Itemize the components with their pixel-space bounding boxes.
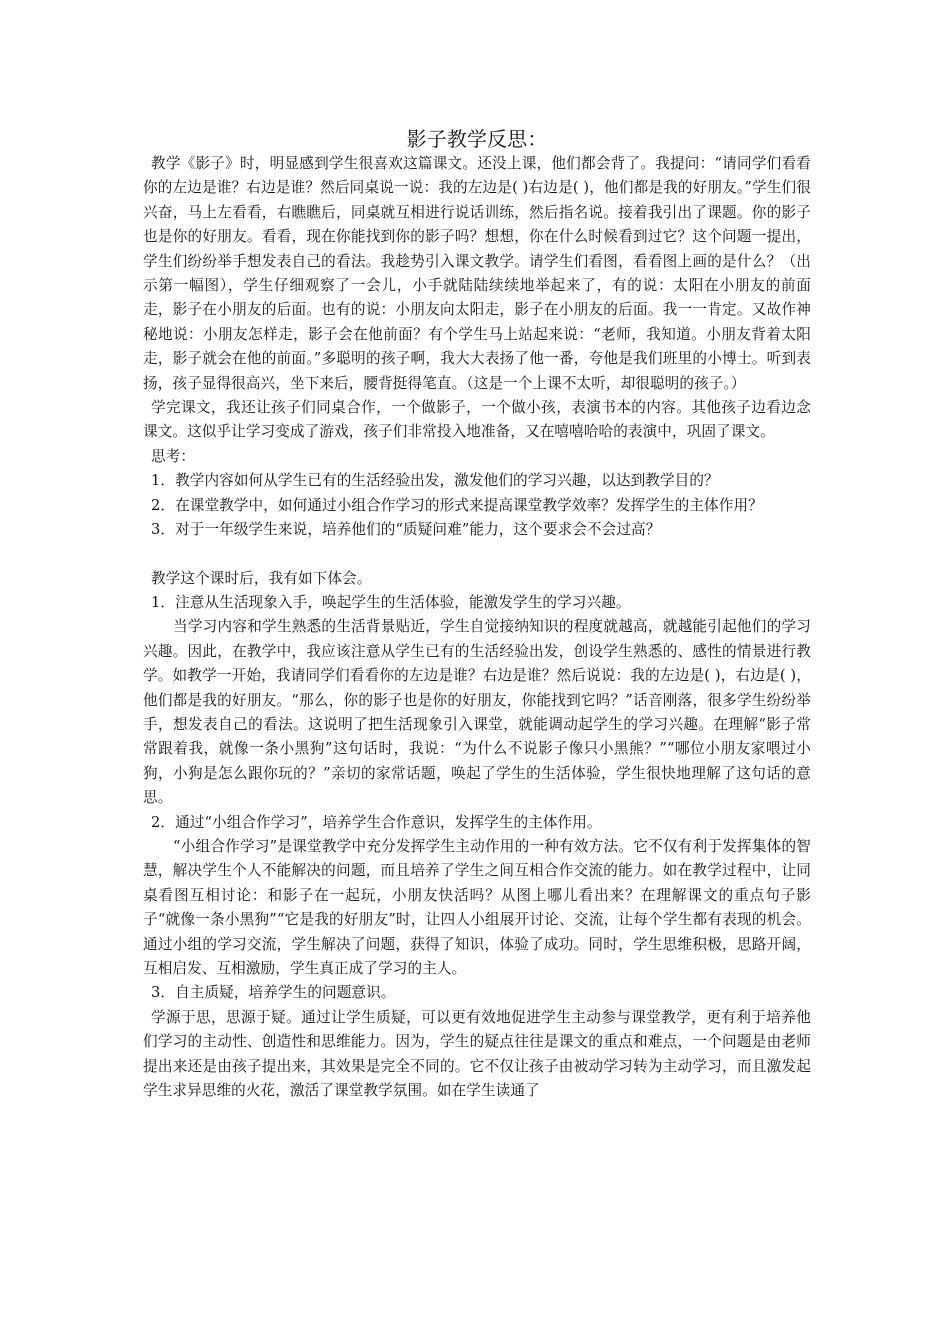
point-2-heading: 2．通过“小组合作学习”，培养学生合作意识，发挥学生的主体作用。 [151,813,602,831]
document-title: 影子教学反思： [406,127,548,151]
question-1: 1．教学内容如何从学生已有的生活经验出发，激发他们的学习兴趣，以达到教学目的？ [151,472,719,490]
paragraph-lesson-narrative: 教学《影子》时，明显感到学生很喜欢这篇课文。还没上课，他们都会背了。我提问：“请同学们看看你的左边是谁？右边是谁？然后同桌说一说：我的左边是( )右边是( )，他们都是我的好朋友。”学生们很兴奋，马上左看看，右瞧瞧后，同桌就互相进行说话训练，然后指名说。接着我引出了课题。你的影子也是你的好朋友。看看，现在你能找到你的影子吗？想想，你在什么时候看到过它？这个问题一提出，学生们纷纷举手想发表自己的看法。我趁势引入课文教学。请学生们看图，看看图上画的是什么？（出示第一幅图），学生仔细观察了一会儿，小手就陆陆续续地举起来了，有的说：太阳在小朋友的前面走，影子在小朋友的后面。也有的说：小朋友向太阳走，影子在小朋友的后面。我一一肯定。又故作神秘地说：小朋友怎样走，影子会在他前面？有个学生马上站起来说：“老师，我知道。小朋友背着太阳走，影子就会在他的前面。”多聪明的孩子啊，我大大表扬了他一番，夸他是我们班里的小博士。听到表扬，孩子显得很高兴，坐下来后，腰背挺得笔直。（这是一个上课不太听，却很聪明的孩子。） [143,155,811,392]
reflection-intro: 教学这个课时后，我有如下体会。 [151,569,372,587]
question-3: 3．对于一年级学生来说，培养他们的“质疑问难”能力，这个要求会不会过高？ [151,521,661,539]
point-3-body: 学源于思，思源于疑。通过让学生质疑，可以更有效地促进学生主动参与课堂教学，更有利于培养他们学习的主动性、创造性和思维能力。因为，学生的疑点往往是课文的重点和难点，一个问题是由老师提出来还是由孩子提出来，其效果是完全不同的。它不仅让孩子由被动学习转为主动学习，而且激发起学生求异思维的火花，激活了课堂教学氛围。如在学生读通了 [143,1008,811,1100]
document-page [143,126,811,1103]
thinking-heading: 思考： [151,447,196,465]
point-2-body: “小组合作学习”是课堂教学中充分发挥学生主动作用的一种有效方法。它不仅有利于发挥集体的智慧，解决学生个人不能解决的问题，而且培养了学生之间互相合作交流的能力。如在教学过程中，让同桌看图互相讨论：和影子在一起玩，小朋友快活吗？从图上哪儿看出来？在理解课文的重点句子影子“就像一条小黑狗”“它是我的好朋友”时，让四人小组展开讨论、交流，让每个学生都有表现的机会。通过小组的学习交流，学生解决了问题，获得了知识，体验了成功。同时，学生思维积极，思路开阔，互相启发、互相激励，学生真正成了学习的主人。 [143,837,811,977]
question-2: 2．在课堂教学中，如何通过小组合作学习的形式来提高课堂教学效率？发挥学生的主体作用？ [151,496,763,514]
spacer [143,543,811,567]
paragraph-performance: 学完课文，我还让孩子们同桌合作，一个做影子，一个做小孩，表演书本的内容。其他孩子边看边念课文。这似乎让学习变成了游戏，孩子们非常投入地准备，又在嘻嘻哈哈的表演中，巩固了课文。 [143,399,811,441]
point-1-heading: 1．注意从生活现象入手，唤起学生的生活体验，能激发学生的学习兴趣。 [151,593,631,611]
point-1-body: 当学习内容和学生熟悉的生活背景贴近，学生自觉接纳知识的程度就越高，就越能引起他们的学习兴趣。因此，在教学中，我应该注意从学生已有的生活经验出发，创设学生熟悉的、感性的情景进行教学。如教学一开始，我请同学们看看你的左边是谁？右边是谁？然后说说：我的左边是( )，右边是( )，他们都是我的好朋友。“那么，你的影子也是你的好朋友，你能找到它吗？”话音刚落，很多学生纷纷举手，想发表自己的看法。这说明了把生活现象引入课堂，就能调动起学生的学习兴趣。在理解“影子常常跟着我，就像一条小黑狗”这句话时，我说：“为什么不说影子像只小黑熊？”“哪位小朋友家喂过小狗，小狗是怎么跟你玩的？”亲切的家常话题，唤起了学生的生活体验，学生很快地理解了这句话的意思。 [143,618,811,807]
point-3-heading: 3．自主质疑，培养学生的问题意识。 [151,984,396,1002]
